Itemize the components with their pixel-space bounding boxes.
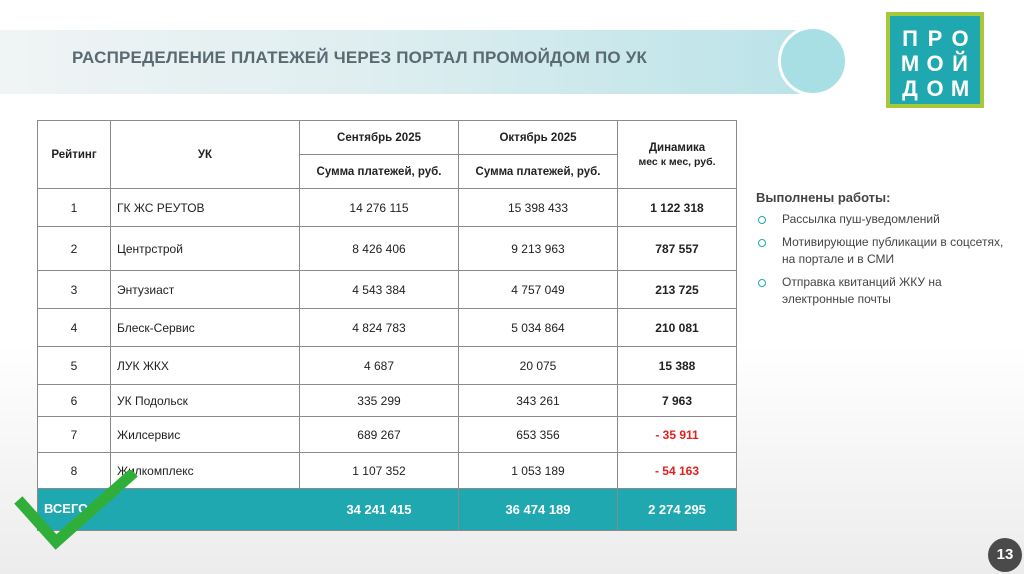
table-row — [38, 385, 737, 417]
list-item-text: Отправка квитанций ЖКУ на электронные почты — [782, 275, 942, 306]
sep-cell: 8 426 406 — [300, 227, 459, 271]
payments-table — [37, 120, 737, 531]
rank-cell: 6 — [38, 385, 111, 417]
header-dynamics-label: Динамика — [648, 141, 706, 154]
logo-letter: Р — [927, 26, 943, 51]
uk-cell: ГК ЖС РЕУТОВ — [111, 189, 300, 227]
oct-cell: 9 213 963 — [459, 227, 618, 271]
header-sum-october: Сумма платежей, руб. — [459, 155, 618, 189]
table-row — [38, 189, 737, 227]
sep-cell: 1 107 352 — [300, 453, 459, 489]
table-row — [38, 347, 737, 385]
oct-cell: 20 075 — [459, 347, 618, 385]
logo-letter: М — [950, 76, 970, 101]
list-item-text: Рассылка пуш-уведомлений — [782, 212, 940, 226]
table-row — [38, 309, 737, 347]
rank-cell: 4 — [38, 309, 111, 347]
dyn-cell: 7 963 — [618, 385, 737, 417]
bullet-icon — [758, 279, 766, 287]
dyn-cell: - 54 163 — [618, 453, 737, 489]
logo-letters-icon — [890, 16, 980, 104]
uk-cell: Жилсервис — [111, 417, 300, 453]
uk-cell: Жилкомплекс — [111, 453, 300, 489]
table-row — [38, 453, 737, 489]
total-sep: 34 241 415 — [300, 489, 459, 531]
rank-cell: 3 — [38, 271, 111, 309]
table-header-row — [38, 121, 737, 155]
sep-cell: 4 687 — [300, 347, 459, 385]
total-label: ВСЕГО — [38, 489, 300, 531]
uk-cell: Центрстрой — [111, 227, 300, 271]
rank-cell: 8 — [38, 453, 111, 489]
bullet-icon — [758, 239, 766, 247]
table-row — [38, 417, 737, 453]
uk-cell: УК Подольск — [111, 385, 300, 417]
header-uk: УК — [111, 121, 300, 189]
sep-cell: 4 824 783 — [300, 309, 459, 347]
header-dynamics-sub: мес к мес, руб. — [638, 155, 716, 168]
logo-letter: О — [926, 51, 944, 76]
checkmark-icon — [14, 470, 138, 556]
rank-cell: 1 — [38, 189, 111, 227]
sep-cell: 4 543 384 — [300, 271, 459, 309]
oct-cell: 343 261 — [459, 385, 618, 417]
bullet-icon — [758, 216, 766, 224]
logo-letter: Й — [952, 51, 968, 76]
table-row — [38, 271, 737, 309]
sep-cell: 689 267 — [300, 417, 459, 453]
total-row — [38, 489, 737, 531]
promoydom-logo — [886, 12, 984, 108]
list-item — [756, 211, 1016, 228]
oct-cell: 5 034 864 — [459, 309, 618, 347]
total-dyn: 2 274 295 — [618, 489, 737, 531]
logo-letter: О — [926, 76, 944, 101]
list-item — [756, 234, 1016, 268]
logo-letter: М — [900, 51, 920, 76]
oct-cell: 1 053 189 — [459, 453, 618, 489]
header-sum-september: Сумма платежей, руб. — [300, 155, 459, 189]
uk-cell: Блеск-Сервис — [111, 309, 300, 347]
total-oct: 36 474 189 — [459, 489, 618, 531]
works-title: Выполнены работы: — [756, 190, 891, 205]
oct-cell: 4 757 049 — [459, 271, 618, 309]
rank-cell: 7 — [38, 417, 111, 453]
works-panel — [756, 190, 1016, 314]
list-item-text: Мотивирующие публикации в соцсетях, на портале и в СМИ — [782, 235, 1004, 266]
sep-cell: 335 299 — [300, 385, 459, 417]
logo-letter: Д — [902, 76, 918, 101]
sep-cell: 14 276 115 — [300, 189, 459, 227]
banner-circle — [778, 26, 848, 96]
list-item — [756, 274, 1016, 308]
dyn-cell: 210 081 — [618, 309, 737, 347]
logo-letter: П — [902, 26, 918, 51]
dyn-cell: 787 557 — [618, 227, 737, 271]
page-title: РАСПРЕДЕЛЕНИЕ ПЛАТЕЖЕЙ ЧЕРЕЗ ПОРТАЛ ПРОМОЙДОМ ПО УК — [72, 48, 648, 67]
uk-cell: ЛУК ЖКХ — [111, 347, 300, 385]
logo-letter: О — [951, 26, 969, 51]
dyn-cell: - 35 911 — [618, 417, 737, 453]
page-number: 13 — [988, 538, 1022, 572]
table-row — [38, 227, 737, 271]
oct-cell: 653 356 — [459, 417, 618, 453]
rank-cell: 2 — [38, 227, 111, 271]
works-list — [756, 211, 1016, 308]
header-dynamics — [618, 121, 737, 189]
oct-cell: 15 398 433 — [459, 189, 618, 227]
dyn-cell: 15 388 — [618, 347, 737, 385]
dyn-cell: 1 122 318 — [618, 189, 737, 227]
dyn-cell: 213 725 — [618, 271, 737, 309]
uk-cell: Энтузиаст — [111, 271, 300, 309]
header-september: Сентябрь 2025 — [300, 121, 459, 155]
header-rank: Рейтинг — [38, 121, 111, 189]
rank-cell: 5 — [38, 347, 111, 385]
header-october: Октябрь 2025 — [459, 121, 618, 155]
